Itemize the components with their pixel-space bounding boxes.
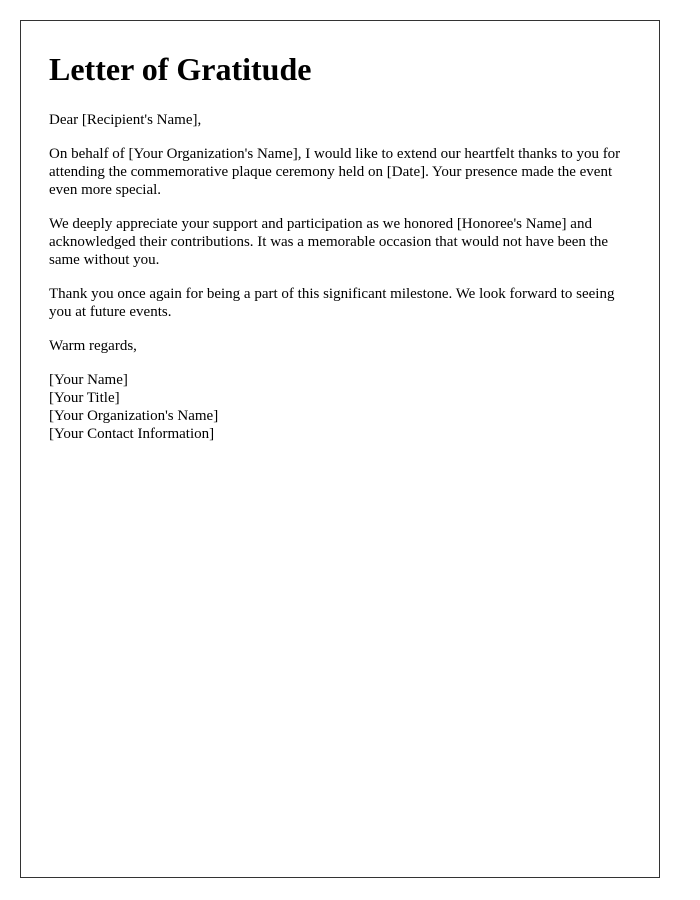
- signature-title: [Your Title]: [49, 390, 120, 406]
- salutation: Dear [Recipient's Name],: [49, 112, 202, 128]
- paragraph-appreciation: We deeply appreciate your support and participation as we honored [Honoree's Name] and acknowledged their contributions. It was a memorable occasion that would not have been the same without you.: [49, 216, 608, 268]
- signature-contact: [Your Contact Information]: [49, 426, 215, 442]
- signature-name: [Your Name]: [49, 372, 128, 388]
- letter-page: [20, 20, 660, 878]
- paragraph-thanks: On behalf of [Your Organization's Name], I would like to extend our heartfelt thanks to you for attending the commemorative plaque ceremony held on [Date]. Your presence made the event even more special.: [49, 146, 621, 198]
- signature-block: [49, 371, 631, 443]
- letter-title: Letter of Gratitude: [49, 51, 312, 87]
- signature-organization: [Your Organization's Name]: [49, 408, 219, 424]
- paragraph-closing-remarks: Thank you once again for being a part of this significant milestone. We look forward to seeing you at future events.: [49, 286, 615, 320]
- closing-line: Warm regards,: [49, 338, 137, 354]
